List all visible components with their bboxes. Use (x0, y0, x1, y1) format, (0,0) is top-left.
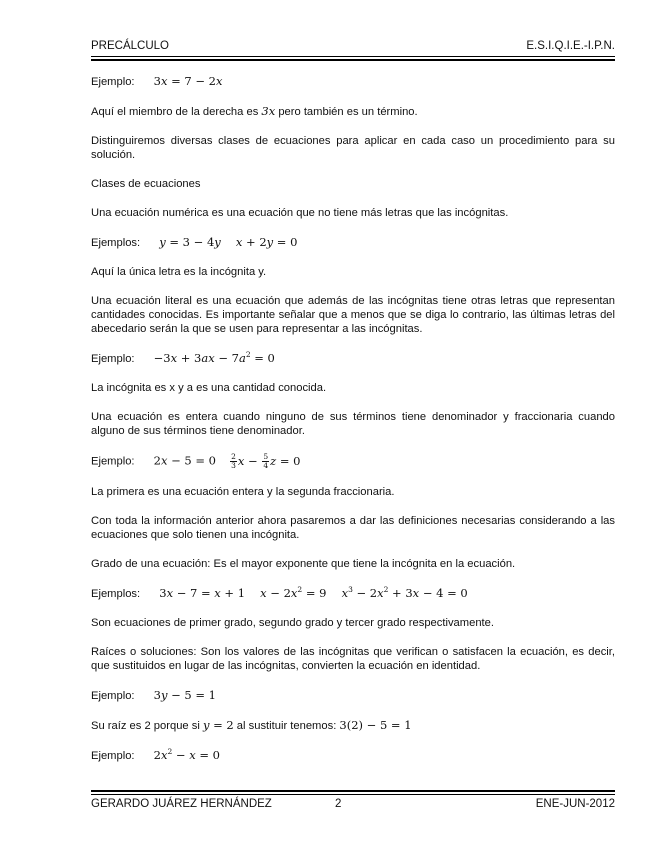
paragraph: Su raíz es 2 porque si y = 2 al sustituir tenemos: 3(2) − 5 = 1 (91, 718, 412, 732)
text: al sustituir tenemos: (233, 720, 340, 732)
section-heading: Clases de ecuaciones (91, 178, 201, 190)
equation: $\frac{2}{3}$ x − $\frac{5}{4}$ z = 0 (231, 452, 301, 470)
text: Aquí el miembro de la derecha es (91, 106, 262, 118)
text: pero también es un término. (275, 106, 418, 118)
inline-math: 3(2) − 5 = 1 (339, 718, 412, 732)
footer-period: ENE-JUN-2012 (535, 798, 615, 810)
equation: 2x − 5 = 0 (153, 453, 216, 468)
example-line (91, 74, 615, 89)
page-header (91, 40, 615, 52)
inline-math: 3x (261, 104, 276, 118)
paragraph: Aquí la única letra es la incógnita y. (91, 266, 267, 278)
paragraph: Una ecuación es entera cuando ninguno de sus términos tiene denominador y fraccionaria cuando alguno de sus términos tiene denominador. (91, 411, 615, 437)
example-line (91, 748, 615, 763)
footer-rule (91, 790, 615, 795)
example-label: Ejemplo: (91, 690, 135, 702)
header-left: PRECÁLCULO (91, 40, 169, 52)
header-rule (91, 56, 615, 61)
footer-author: GERARDO JUÁREZ HERNÁNDEZ (91, 798, 272, 810)
example-label: Ejemplo: (91, 76, 135, 88)
example-label: Ejemplos: (91, 237, 141, 249)
paragraph (91, 104, 615, 119)
paragraph: Una ecuación literal es una ecuación que además de las incógnitas tiene otras letras que representan cantidades conocidas. Es importante señalar que a menos que se diga lo contrario, las últimas letras del abecedario serán la que se usen para representar a las incógnitas. (91, 295, 615, 335)
equation: $-3x + 3ax - 7a^2 = 0$ (153, 350, 275, 365)
equation: 3x = 7 − 2x (153, 74, 223, 88)
paragraph: Con toda la información anterior ahora pasaremos a dar las definiciones necesarias considerando a las ecuaciones que solo tienen una incógnita. (91, 515, 615, 541)
equation: $x - 2x^2 = 9$ (260, 585, 327, 600)
equation: $x^3 - 2x^2 + 3x - 4 = 0$ (341, 585, 468, 600)
paragraph: Distinguiremos diversas clases de ecuaciones para aplicar en cada caso un procedimiento para su solución. (91, 135, 615, 161)
example-label: Ejemplos: (91, 588, 141, 600)
page-content (91, 74, 615, 763)
equation: y = 3 − 4y (159, 235, 221, 249)
text: Su raíz es 2 porque si (91, 720, 203, 732)
equation: x + 2y = 0 (235, 235, 298, 249)
inline-math: y (202, 718, 210, 732)
paragraph: Una ecuación numérica es una ecuación que no tiene más letras que las incógnitas. (91, 207, 509, 219)
example-label: Ejemplo: (91, 353, 135, 365)
page-footer (91, 798, 615, 814)
example-line (91, 235, 615, 250)
example-label: Ejemplo: (91, 455, 135, 468)
equation: $2x^2 - x = 0$ (153, 747, 220, 762)
example-line (91, 688, 615, 703)
example-line (91, 453, 615, 470)
paragraph: La primera es una ecuación entera y la segunda fraccionaria. (91, 486, 395, 498)
paragraph: La incógnita es x y a es una cantidad conocida. (91, 382, 327, 394)
example-line (91, 586, 615, 601)
header-right: E.S.I.Q.I.E.-I.P.N. (526, 40, 615, 52)
paragraph: Raíces o soluciones: Son los valores de las incógnitas que verifican o satisfacen la ecuación, es decir, que sustituidos en lugar de las incógnitas, convierten la ecuación en identidad. (91, 646, 615, 672)
equation: 3y − 5 = 1 (153, 688, 216, 702)
equation: 3x − 7 = x + 1 (159, 586, 246, 600)
page-number: 2 (335, 798, 342, 810)
paragraph: Son ecuaciones de primer grado, segundo grado y tercer grado respectivamente. (91, 617, 494, 629)
example-label: Ejemplo: (91, 750, 135, 762)
example-line (91, 351, 615, 366)
paragraph: Grado de una ecuación: Es el mayor exponente que tiene la incógnita en la ecuación. (91, 558, 516, 570)
